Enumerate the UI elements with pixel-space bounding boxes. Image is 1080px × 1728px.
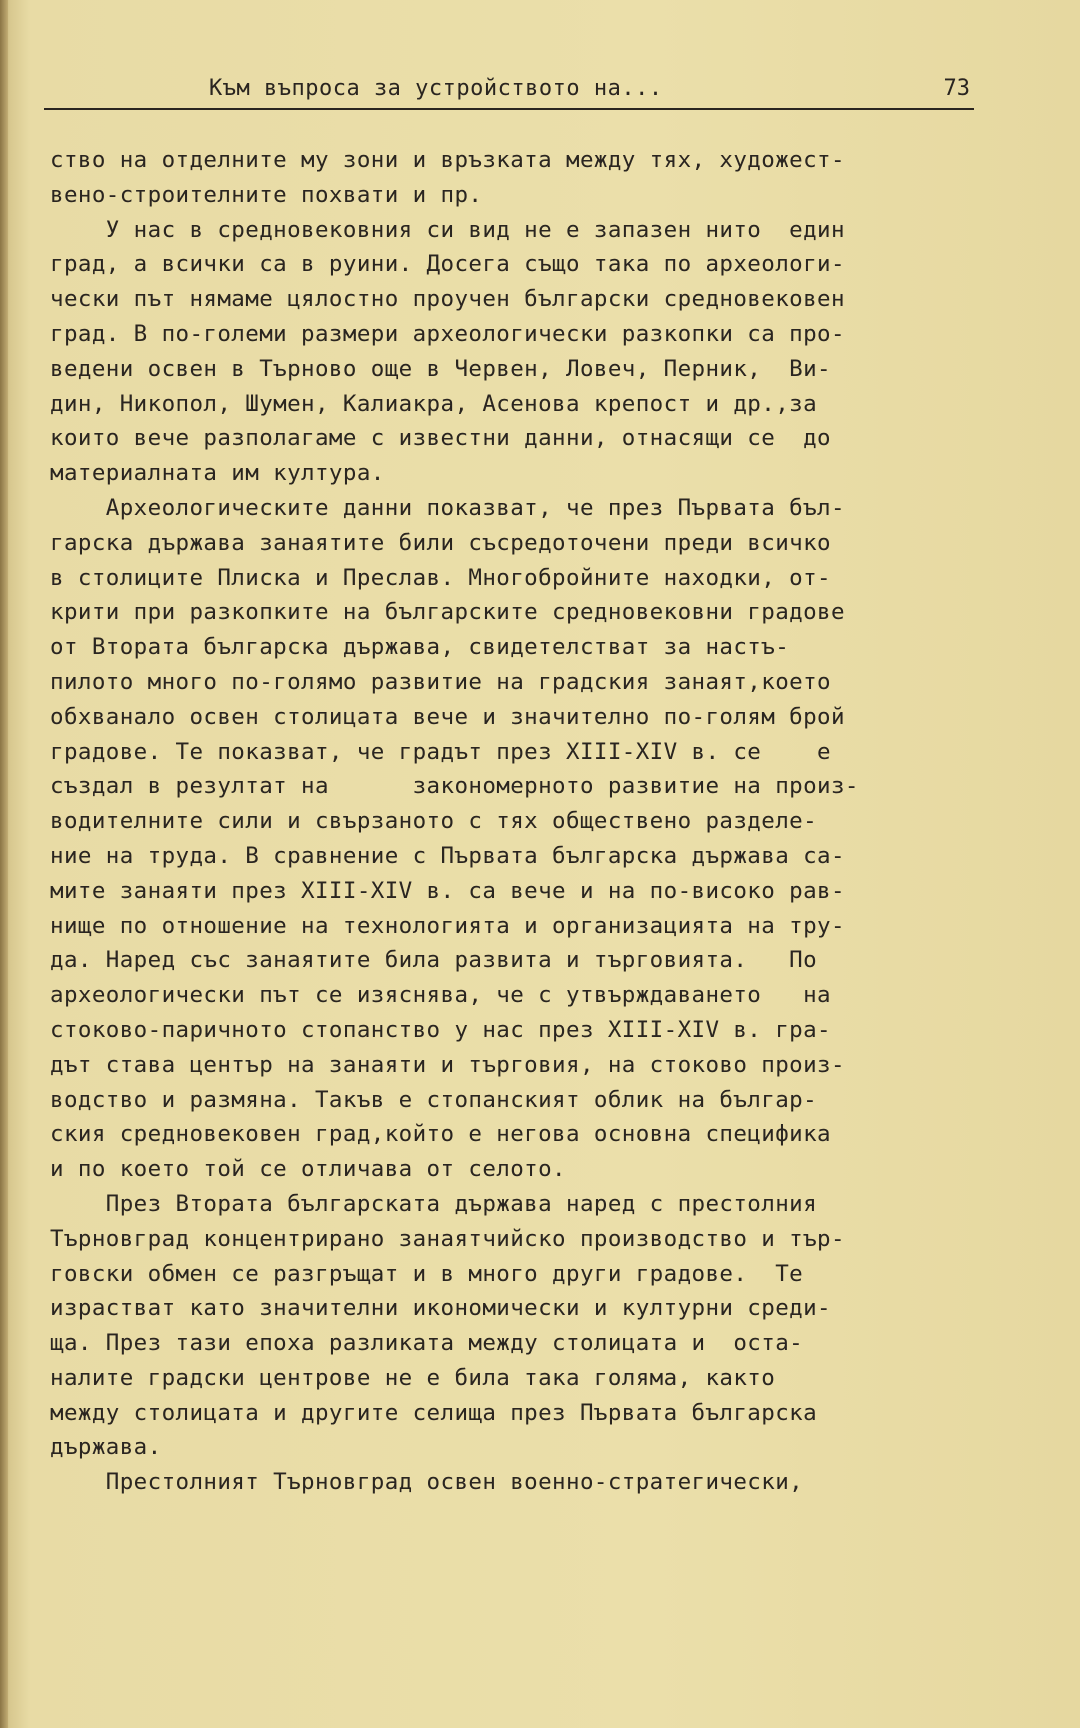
text-line: археологически път се изяснява, че с утвърждаването на	[50, 982, 831, 1009]
text-line: създал в резултат на закономерното развитие на произ-	[50, 773, 859, 800]
page-number: 73	[943, 76, 970, 101]
text-line: израстват като значителни икономически и културни среди-	[50, 1295, 831, 1322]
text-line: които вече разполагаме с известни данни, отнасящи се до	[50, 425, 831, 452]
text-line: градове. Те показват, че градът през XIII-XIV в. се е	[50, 738, 831, 765]
text-line: дин, Никопол, Шумен, Калиакра, Асенова крепост и др.,за	[50, 390, 818, 417]
text-line: Археологическите данни показват, че през Първата бъл-	[50, 494, 845, 521]
text-line: и по което той се отличава от селото.	[50, 1156, 567, 1183]
text-line: ство на отделните му зони и връзката между тях, художест-	[50, 147, 845, 173]
text-line: Престолният Търновград освен военно-стратегически,	[50, 1469, 804, 1496]
text-line: гарска държава занаятите били съсредоточени преди всичко	[50, 529, 831, 556]
text-line: налите градски центрове не е била така голяма, както	[50, 1364, 776, 1391]
text-line: да. Наред със занаятите била развита и търговията. По	[50, 947, 818, 974]
page-header	[44, 72, 974, 110]
text-line: мите занаяти през XIII-XIV в. са вече и на по-високо рав-	[50, 877, 845, 904]
text-line: водство и размяна. Такъв е стопанският облик на българ-	[50, 1086, 818, 1113]
text-line: между столицата и другите селища през Първата българска	[50, 1399, 818, 1426]
text-line: водителните сили и свързаното с тях обществено разделе-	[50, 808, 818, 835]
body-text	[50, 143, 985, 1500]
text-line: ние на труда. В сравнение с Първата българска държава са-	[50, 842, 845, 869]
text-line: град. В по-големи размери археологически разкопки са про-	[50, 320, 845, 347]
text-line: стоково-паричното стопанство у нас през XIII-XIV в. гра-	[50, 1016, 831, 1043]
text-line: град, а всички са в руини. Досега също така по археологи-	[50, 251, 845, 278]
text-line: ведени освен в Търново още в Червен, Ловеч, Перник, Ви-	[50, 355, 831, 382]
text-line: У нас в средновековния си вид не е запазен нито един	[50, 216, 845, 243]
text-line: вено-строителните похвати и пр.	[50, 181, 483, 208]
text-line: През Втората българската държава наред с престолния	[50, 1190, 818, 1217]
text-line: дът става център на занаяти и търговия, на стоково произ-	[50, 1051, 845, 1078]
text-line: крити при разкопките на българските средновековни градове	[50, 599, 845, 626]
text-line: Търновград концентрирано занаятчийско производство и тър-	[50, 1225, 845, 1252]
text-line: в столиците Плиска и Преслав. Многобройните находки, от-	[50, 564, 831, 591]
page-binding-edge	[0, 0, 8, 1728]
text-line: чески път нямаме цялостно проучен български средновековен	[50, 286, 845, 313]
text-line: ща. През тази епоха разликата между столицата и оста-	[50, 1330, 804, 1357]
text-line: нище по отношение на технологията и организацията на тру-	[50, 912, 845, 939]
text-line: говски обмен се разгръщат и в много други градове. Те	[50, 1260, 804, 1287]
text-line: ския средновековен град,който е негова основна специфика	[50, 1121, 831, 1148]
running-title: Към въпроса за устройството на...	[209, 76, 663, 101]
text-line: обхванало освен столицата вече и значително по-голям брой	[50, 703, 845, 730]
text-line: държава.	[50, 1434, 162, 1461]
text-line: материалната им култура.	[50, 460, 385, 487]
text-line: от Втората българска държава, свидетелстват за настъ-	[50, 634, 790, 661]
text-line: пилото много по-голямо развитие на градския занаят,което	[50, 668, 831, 695]
